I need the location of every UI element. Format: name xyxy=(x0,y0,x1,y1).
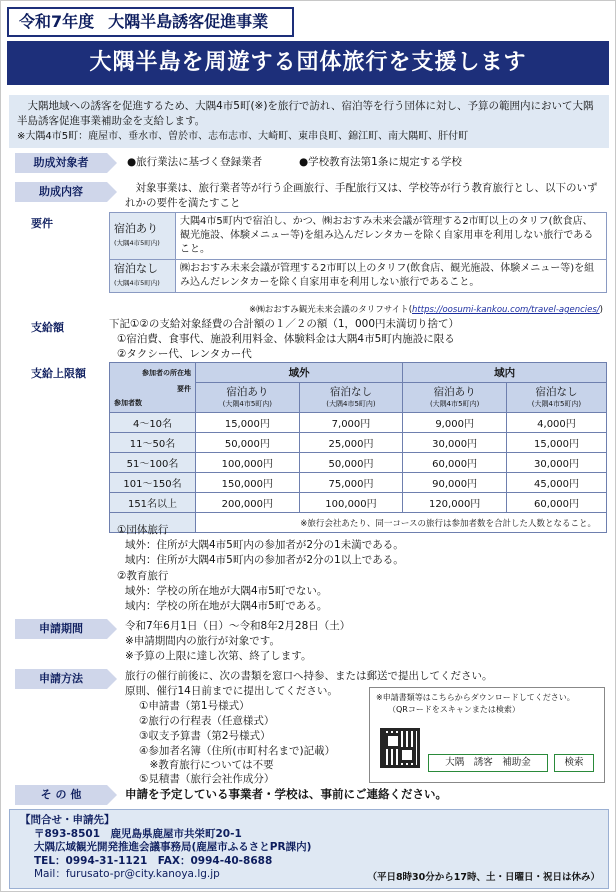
def-group-in: 域内：住所が大隅4市5町内の参加者が2分の1以上である。 xyxy=(125,554,404,566)
doc-item: ①申請書（第1号様式） xyxy=(139,700,250,712)
col-in-stay: 宿泊あり (大隅4市5町内) xyxy=(403,383,507,413)
req-kind-cell xyxy=(110,213,176,260)
fiscal-year: 令和7年度 xyxy=(19,12,95,31)
table-row xyxy=(110,260,607,293)
def-edu-title: ②教育旅行 xyxy=(117,570,169,582)
period-dates: 令和7年6月1日（日）～令和8年2月28日（土） xyxy=(125,620,351,632)
program-name: 大隅半島誘客促進事業 xyxy=(108,12,269,31)
table-row xyxy=(110,453,607,473)
cell-value: 100,000円 xyxy=(299,493,403,513)
amount-line-2: ①宿泊費、食事代、施設利用料金、体験料金は大隅4市5町内施設に限る xyxy=(117,333,455,345)
doc-item: ④参加者名簿（住所(市町村名まで)記載） xyxy=(139,745,336,757)
doc-item-note: ※教育旅行については不要 xyxy=(139,759,274,771)
contact-box xyxy=(9,809,609,889)
amount-line-1: 下記①②の支給対象経費の合計額の１／２の額（1，000円未満切り捨て） xyxy=(109,318,460,330)
req-kind-cell xyxy=(110,260,176,293)
search-button[interactable]: 検索 xyxy=(554,754,594,772)
amount-label: 支給額 xyxy=(31,321,64,334)
limit-label: 支給上限額 xyxy=(31,367,86,380)
doc-item: ⑤見積書（旅行会社作成分） xyxy=(139,773,275,785)
contact-phone: TEL：0994-31-1121 FAX：0994-40-8688 xyxy=(34,854,273,867)
intro-text: 大隅地域への誘客を促進するため、大隅4市5町(※)を旅行で訪れ、宿泊等を行う団体に対し、予算の範囲内において大隅半島誘客促進事業補助金を支給します。 xyxy=(17,100,594,127)
period-note-2: ※予算の上限に達し次第、終了します。 xyxy=(125,650,312,662)
cell-value: 50,000円 xyxy=(196,433,300,453)
cell-count: 11～50名 xyxy=(110,433,196,453)
contact-hours: （平日8時30分から17時、土・日曜日・祝日は休み） xyxy=(367,871,600,883)
tariff-site-label: ※㈱おおすみ観光未来会議のタリフサイト xyxy=(249,305,409,315)
doc-item: ②旅行の行程表（任意様式） xyxy=(139,715,275,727)
contact-org: 大隅広域観光開発推進会議事務局(鹿屋市ふるさとPR課内) xyxy=(34,841,312,853)
qr-code-icon[interactable] xyxy=(380,728,420,768)
cell-count: 101～150名 xyxy=(110,473,196,493)
req-kind-sub: (大隅4市5町内) xyxy=(114,279,160,287)
other-label: そ の 他 xyxy=(15,785,107,805)
download-sub: （QRコードをスキャンまたは検索） xyxy=(388,705,520,714)
cell-value: 15,000円 xyxy=(506,433,606,453)
period-note-1: ※申請期間内の旅行が対象です。 xyxy=(125,635,280,647)
cell-count: 51～100名 xyxy=(110,453,196,473)
corner-location: 参加者の所在地 xyxy=(142,368,191,377)
def-edu-out: 域外：学校の所在地が大隅4市5町でない。 xyxy=(125,585,328,597)
tariff-site-note: ※㈱おおすみ観光未来会議のタリフサイト(https://oosumi-kankou.com/travel-agencies/) xyxy=(249,305,603,315)
cell-value: 150,000円 xyxy=(196,473,300,493)
req-kind: 宿泊あり xyxy=(114,222,158,235)
table-row xyxy=(110,473,607,493)
requirements-table xyxy=(109,212,607,293)
cell-value: 50,000円 xyxy=(299,453,403,473)
cell-value: 75,000円 xyxy=(299,473,403,493)
limit-footnote: ※旅行会社あたり、同一コースの旅行は参加者数を合計した人数となること。 xyxy=(196,513,607,533)
search-term-box[interactable]: 大隅 誘客 補助金 xyxy=(428,754,548,772)
eligible-item-1: ●旅行業法に基づく登録業者 xyxy=(127,156,263,168)
contact-mail[interactable]: Mail：furusato-pr@city.kanoya.lg.jp xyxy=(34,868,220,880)
limit-table xyxy=(109,362,607,533)
eligible-label: 助成対象者 xyxy=(15,153,107,173)
cell-value: 7,000円 xyxy=(299,413,403,433)
content-text: 対象事業は、旅行業者等が行う企画旅行、手配旅行又は、学校等が行う教育旅行とし、以下のいずれかの要件を満たすこと xyxy=(125,182,598,209)
table-corner xyxy=(110,363,196,413)
cell-value: 60,000円 xyxy=(506,493,606,513)
method-line-2: 原則、催行14日前までに提出してください。 xyxy=(125,685,338,697)
cell-value: 60,000円 xyxy=(403,453,507,473)
eligible-item-2: ●学校教育法第1条に規定する学校 xyxy=(299,156,462,168)
corner-count: 参加者数 xyxy=(114,398,142,407)
program-tag xyxy=(7,7,294,37)
def-group-out: 域外：住所が大隅4市5町内の参加者が2分の1未満である。 xyxy=(125,539,404,551)
cell-value: 25,000円 xyxy=(299,433,403,453)
cell-value: 90,000円 xyxy=(403,473,507,493)
intro-note: ※大隅4市5町：鹿屋市、垂水市、曽於市、志布志市、大崎町、東串良町、錦江町、南大隅町、肝付町 xyxy=(17,131,469,142)
cell-count: 151名以上 xyxy=(110,493,196,513)
content-label: 助成内容 xyxy=(15,182,107,202)
contact-heading: 【問合せ・申請先】 xyxy=(20,814,115,826)
region-in-header: 域内 xyxy=(403,363,607,383)
method-line-1: 旅行の催行前後に、次の書類を窓口へ持参、または郵送で提出してください。 xyxy=(125,670,493,682)
page-title: 大隅半島を周遊する団体旅行を支援します xyxy=(7,41,609,85)
col-out-nostay: 宿泊なし (大隅4市5町内) xyxy=(299,383,403,413)
table-row xyxy=(110,413,607,433)
cell-value: 30,000円 xyxy=(506,453,606,473)
corner-requirement: 要件 xyxy=(177,384,191,393)
table-row xyxy=(110,493,607,513)
period-label: 申請期間 xyxy=(15,619,107,639)
cell-value: 120,000円 xyxy=(403,493,507,513)
req-kind-sub: (大隅4市5町内) xyxy=(114,239,160,247)
cell-value: 9,000円 xyxy=(403,413,507,433)
cell-count: 4～10名 xyxy=(110,413,196,433)
def-edu-in: 域内：学校の所在地が大隅4市5町である。 xyxy=(125,600,328,612)
requirements-label: 要件 xyxy=(31,217,53,230)
cell-value: 15,000円 xyxy=(196,413,300,433)
table-row xyxy=(110,213,607,260)
cell-value: 30,000円 xyxy=(403,433,507,453)
tariff-site-link[interactable]: https://oosumi-kankou.com/travel-agencies/ xyxy=(412,305,600,315)
contact-postal: 〒893-8501 鹿児島県鹿屋市共栄町20-1 xyxy=(34,827,242,840)
col-in-nostay: 宿泊なし (大隅4市5町内) xyxy=(506,383,606,413)
table-row xyxy=(110,433,607,453)
cell-value: 200,000円 xyxy=(196,493,300,513)
cell-value: 45,000円 xyxy=(506,473,606,493)
method-label: 申請方法 xyxy=(15,669,107,689)
cell-value: 100,000円 xyxy=(196,453,300,473)
col-out-stay: 宿泊あり (大隅4市5町内) xyxy=(196,383,300,413)
other-text: 申請を予定している事業者・学校は、事前にご連絡ください。 xyxy=(125,787,447,801)
req-text: 大隅4市5町内で宿泊し、かつ、㈱おおすみ未来会議が管理する2市町以上のタリフ(飲食店、観光施設、体験メニュー等)を組み込んだレンタカーを除く自家用車を利用しない旅行であること。 xyxy=(176,213,607,260)
region-out-header: 域外 xyxy=(196,363,403,383)
intro-box xyxy=(9,95,609,148)
req-kind: 宿泊なし xyxy=(114,262,158,275)
def-group-title: ①団体旅行 xyxy=(117,524,169,536)
download-text: ※申請書類等はこちらからダウンロードしてください。 xyxy=(376,693,575,702)
req-text: ㈱おおすみ未来会議が管理する2市町以上のタリフ(飲食店、観光施設、体験メニュー等)を組み込んだレンタカーを除く自家用車を利用しない旅行であること。 xyxy=(176,260,607,293)
doc-item: ③収支予算書（第2号様式） xyxy=(139,730,271,742)
cell-value: 4,000円 xyxy=(506,413,606,433)
amount-line-3: ②タクシー代、レンタカー代 xyxy=(117,348,252,360)
download-box xyxy=(369,687,605,783)
